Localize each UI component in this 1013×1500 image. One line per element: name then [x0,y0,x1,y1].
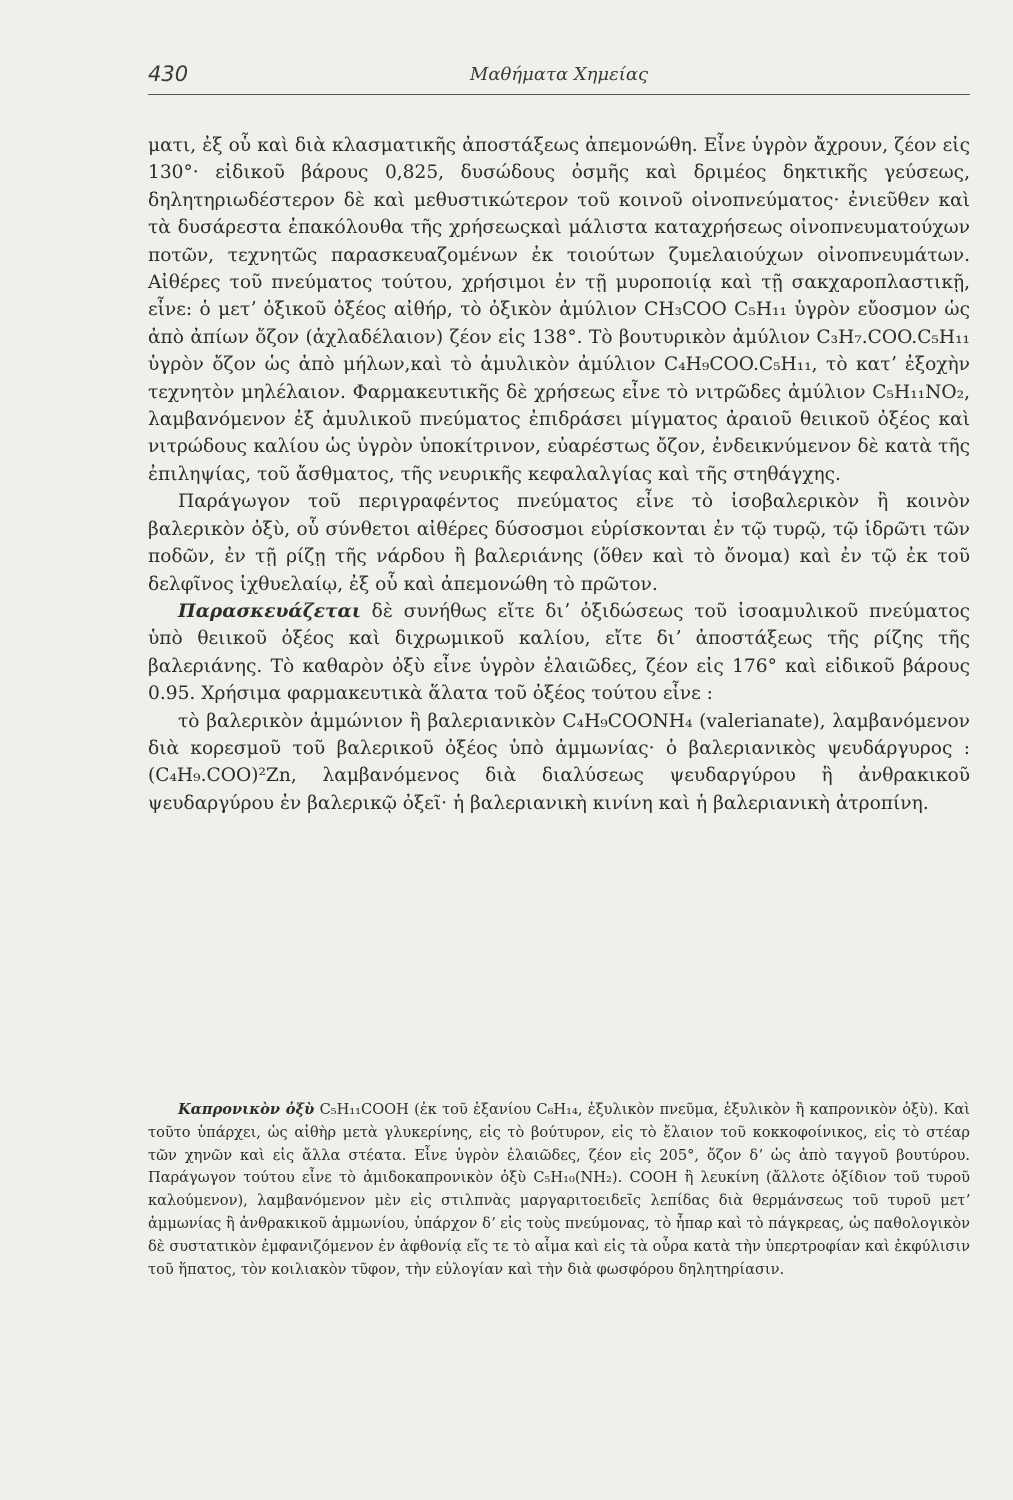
paragraph-5 [148,1099,970,1281]
running-title: Μαθήματα Χημείας [469,64,649,85]
paragraph-4: τὸ βαλερικὸν ἀμμώνιον ἢ βαλεριανικὸν C₄H₉COONH₄ (valerianate), λαμβανόμενον διὰ κορεσμοῦ τοῦ βαλερικοῦ ὀξέος ὑπὸ ἀμμωνίας· ὁ βαλεριανικὸς ψευδάργυρος : (C₄H₉.COO)²Zn, λαμβανόμενος διὰ διαλύσεως ψευδαργύρου ἢ ἀνθρακικοῦ ψευδαργύρου ἐν βαλερικῷ ὀξεῖ· ἡ βαλεριανικὴ κινίνη καὶ ἡ βαλεριανικὴ ἀτροπίνη. [148,710,970,814]
small-print-section [148,1099,970,1281]
paragraph-2: Παράγωγον τοῦ περιγραφέντος πνεύματος εἶνε τὸ ἰσοβαλερικὸν ἢ κοινὸν βαλερικὸν ὀξὺ, οὗ σύνθετοι αἰθέρες δύσοσμοι εὑρίσκονται ἐν τῷ τυρῷ, τῷ ἱδρῶτι τῶν ποδῶν, ἐν τῇ ρίζῃ τῆς νάρδου ἢ βαλεριάνης (ὅθεν καὶ τὸ ὄνομα) καὶ ἐν τῷ ἐκ τοῦ δελφῖνος ἰχθυελαίῳ, ἐξ οὗ καὶ ἀπεμονώθη τὸ πρῶτον. [148,491,970,595]
paragraph-3-text: δὲ συνήθως εἴτε διʼ ὀξιδώσεως τοῦ ἰσοαμυλικοῦ πνεύματος ὑπὸ θειικοῦ ὀξέος καὶ διχρωμικοῦ καλίου, εἴτε διʼ ἀποστάξεως τῆς ρίζης τῆς βαλεριάνης. Τὸ καθαρὸν ὀξὺ εἶνε ὑγρὸν ἐλαιῶδες, ζέον εἰς 176° καὶ εἰδικοῦ βάρους 0.95. Χρήσιμα φαρμακευτικὰ ἅλατα τοῦ ὀξέος τούτου εἶνε : [148,600,970,705]
page-number: 430 [148,62,189,86]
page-header [148,62,970,95]
paragraph-3 [148,598,970,708]
main-text [148,132,970,817]
paragraph-1: ματι, ἐξ οὗ καὶ διὰ κλασματικῆς ἀποστάξεως ἀπεμονώθη. Εἶνε ὑγρὸν ἄχρουν, ζέον εἰς 130°· εἰδικοῦ βάρους 0,825, δυσώδους ὀσμῆς καὶ δριμέος δηκτικῆς γεύσεως, δηλητηριωδέστερον δὲ καὶ μεθυστικώτερον τοῦ κοινοῦ οἰνοπνεύματος· ἐνιεῦθεν καὶ τὰ δυσάρεστα ἐπακόλουθα τῆς χρήσεωςκαὶ μάλιστα καταχρήσεως οἰνοπνευματούχων ποτῶν, τεχνητῶς παρασκευαζομένων ἐκ τοιούτων ζυμελαιούχων οἰνοπνευμάτων. Αἰθέρες τοῦ πνεύματος τούτου, χρήσιμοι ἐν τῇ μυροποιίᾳ καὶ τῇ σακχαροπλαστικῇ, εἶνε: ὁ μετʼ ὀξικοῦ ὀξέος αἰθήρ, τὸ ὀξικὸν ἀμύλιον CH₃COO C₅H₁₁ ὑγρὸν εὔοσμον ὡς ἀπὸ ἀπίων ὄζον (ἀχλαδέλαιον) ζέον εἰς 138°. Τὸ βουτυρικὸν ἀμύλιον C₃H₇.COO.C₅H₁₁ ὑγρὸν ὄζον ὡς ἀπὸ μήλων,καὶ τὸ ἀμυλικὸν ἀμύλιον C₄H₉COO.C₅H₁₁, τὸ κατʼ ἐξοχὴν τεχνητὸν μηλέλαιον. Φαρμακευτικῆς δὲ χρήσεως εἶνε τὸ νιτρῶδες ἀμύλιον C₅H₁₁NO₂, λαμβανόμενον ἐξ ἀμυλικοῦ πνεύματος ἐπιδράσει μίγματος ἀραιοῦ θειικοῦ ὀξέος καὶ νιτρώδους καλίου ὡς ὑγρὸν ὑποκίτρινον, εὐαρέστως ὄζον, ἐνδεικνύμενον δὲ κατὰ τῆς ἐπιληψίας, τοῦ ἄσθματος, τῆς νευρικῆς κεφαλαλγίας καὶ τῆς στηθάγχης. [148,135,970,485]
paragraph-5-lead: Καπρονικὸν ὀξὺ [178,1101,315,1118]
paragraph-3-lead: Παρασκευάζεται [178,600,361,622]
paragraph-5-text: C₅H₁₁COOH (ἐκ τοῦ ἑξανίου C₆H₁₄, ἑξυλικὸν πνεῦμα, ἑξυλικὸν ἢ καπρονικὸν ὀξὺ). Καὶ τοῦτο ὑπάρχει, ὡς αἰθὴρ μετὰ γλυκερίνης, εἰς τὸ βούτυρον, εἰς τὸ ἔλαιον τοῦ κοκκοφοίνικος, εἰς τὸ στέαρ τῶν χηνῶν καὶ εἰς ἄλλα στέατα. Εἶνε ὑγρὸν ἐλαιῶδες, ζέον εἰς 205°, ὄζον δʼ ὡς ἀπὸ ταγγοῦ βουτύρου. Παράγωγον τούτου εἶνε τὸ ἀμιδοκαπρονικὸν ὀξὺ C₅H₁₀(NH₂). COOH ἢ λευκίνη (ἄλλοτε ὀξίδιον τοῦ τυροῦ καλούμενον), λαμβανόμενον μὲν εἰς στιλπνὰς μαργαριτοειδεῖς λεπίδας διὰ θερμάνσεως τοῦ τυροῦ μετʼ ἀμμωνίας ἢ ἀνθρακικοῦ ἀμμωνίου, ὑπάρχον δʼ εἰς τοὺς πνεύμονας, τὸ ἧπαρ καὶ τὸ πάγκρεας, ὡς παθολογικὸν δὲ συστατικὸν ἐμφανιζόμενον ἐν ἀφθονίᾳ εἴς τε τὸ αἷμα καὶ εἰς τὰ οὖρα κατὰ τὴν ὑπερτροφίαν καὶ ἐκφύλισιν τοῦ ἥπατος, τὸν κοιλιακὸν τῦφον, τὴν εὐλογίαν καὶ τὴν διὰ φωσφόρου δηλητηρίασιν. [148,1101,970,1278]
